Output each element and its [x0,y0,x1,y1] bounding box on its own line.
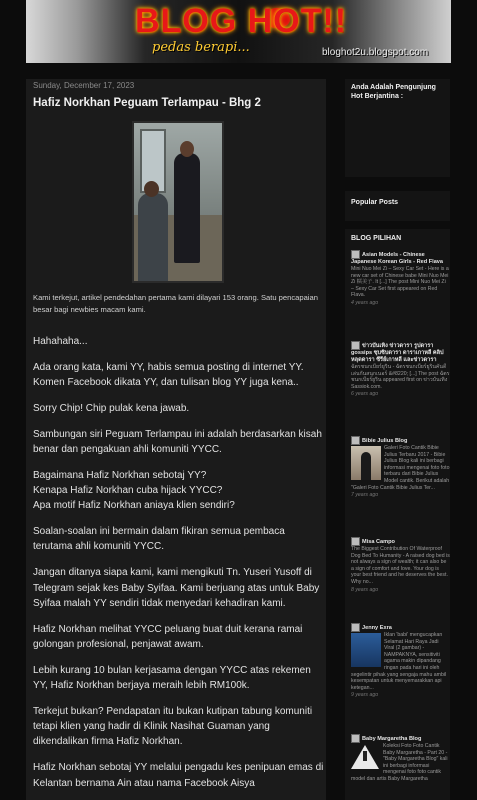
post-paragraph: Ada orang kata, kami YY, habis semua posting di internet YY. Komen Facebook dikata YY, dan tulisan blog YY juga kena.. [33,361,304,389]
blog-favicon-icon [351,623,360,632]
post-paragraph: Lebih kurang 10 bulan kerjasama dengan YYCC atas rekemen YY, Hafiz Norkhan berjaya meraih lebih RM100k. [33,664,311,692]
blogroll-snippet: The Biggest Contribution Of Waterproof Dog Bed To Humanity - A raised dog bed is not always a sign of wealth; it can also be a sign of comfort and love. Your dog is your best friend and he deserves the best. Why no... [351,546,450,585]
blogroll-item[interactable] [351,623,450,699]
post-paragraph: Hafiz Norkhan sebotaj YY melalui pengadu kes penipuan emas di Kelantan bernama Ain atau nama Facebook Aisya [33,762,324,789]
post-paragraph: Hahahaha... [33,336,88,347]
blog-favicon-icon [351,537,360,546]
blogroll-item[interactable] [351,734,450,783]
blogroll-snippet: Mini Nuo Mei Zi – Sexy Car Set - Here is a new car set of Chinese babe Mini Nuo Mei Zi 糯美子. It [...] The post Mini Nuo Mei Zi – Sexy Car Set first appeared on Red Flava. [351,266,449,299]
post-photo-caption: Kami terkejut, artikel pendedahan pertama kami dilayari 153 orang. Satu pencapaian besar bagi newbies macam kami. [33,293,318,314]
blogroll-source[interactable]: Bibie Julius Blog [362,437,408,444]
post-title[interactable]: Hafiz Norkhan Peguam Terlampau - Bhg 2 [33,97,261,109]
blogroll-snippet: Koleksi Foto Foto Cantik Baby Margaretha - Part 20 - "Baby Margaretha Blog" kali ini berbagi informasi mengenai foto foto cantik model dan artis Baby Margaretha [351,743,448,782]
blog-title[interactable]: BLOG HOT!! [134,2,348,40]
blogroll-snippet: Galeri Foto Cantik Bibie Julius Terbaru 2017 - Bibie Julius Blog kali ini berbagi informasi mengenai foto foto terbaru dari Bibie Julius Model cantik. Berikut adalah "Galeri Foto Cantik Bibie Julius Ter... [351,445,450,491]
blog-pilihan-widget [345,229,450,800]
blogroll-age: 8 years ago [351,586,379,593]
blogroll-thumbnail[interactable] [351,633,381,667]
blog-header[interactable] [26,0,451,63]
post-date: Sunday, December 17, 2023 [33,81,135,90]
blogroll-item[interactable] [351,341,450,398]
post-paragraph: Sorry Chip! Chip pulak kena jawab. [33,402,190,414]
sidebar [345,79,450,800]
blogroll-source[interactable]: Misa Campo [362,538,395,545]
visitors-widget [345,79,450,177]
post-paragraph: Hafiz Norkhan melihat YYCC peluang buat duit kerana ramai golongan profesional, penjawat awam. [33,623,303,650]
blogroll-item[interactable] [351,436,450,499]
main-post-column [26,79,326,800]
blog-tagline: pedas berapi... [152,40,250,55]
visitors-heading: Anda Adalah Pengunjung Hot Berjantina : [351,84,436,100]
post-paragraph: Sambungan siri Peguam Terlampau ini adalah berdasarkan kisah benar dan pengakuan ahli komuniti YYCC. [33,428,322,455]
blogroll-snippet: Iklan 'babi' mengucapkan Selamat Hari Raya Jadi Viral (2 gambar) - NAMPAKNYA, sensitiviti agama makin dipandang ringan pada hari ini oleh segelintir pihak yang sengaja mahu ambil kesempatan untuk menyemarakkan api ketegan... [351,632,447,691]
blogroll-age: 6 years ago [351,391,379,398]
blogroll-source[interactable]: ข่าวบันเทิง ข่าวดารา รูปดารา gossips ซุบซิบดารา ดาราเกาหลี คลิปหลุดดารา ซีรีย์เกาหลี และข่าวดารา [351,342,444,363]
post-body [33,334,325,800]
blogroll-source[interactable]: Jenny Exra [362,624,392,631]
blog-favicon-icon [351,734,360,743]
blog-pilihan-heading: BLOG PILIHAN [351,235,402,242]
blog-favicon-icon [351,250,360,259]
blog-url: bloghot2u.blogspot.com [322,47,429,58]
blogroll-snippet: ฉัตรชนกเบียร์ยูริน - ฉัตรชนกเบียร์ยูรินคันดีเล่นกันสนุกเนอร์ &#8220; [...] The post ฉัตรชนกเบียร์ยูริน appeared first on ข่าวบันเทิง Sassiok.com. [351,364,450,390]
blogroll-age: 9 years ago [351,692,379,699]
post-paragraph: Jangan ditanya siapa kami, kami mengikuti Tn. Yuseri Yusoff di Telegram sejak kes Baby Syifaa. Kami berjuang atas untuk Baby Syifaa malah YY sendiri tidak menyedari kehadiran kami. [33,567,320,609]
blog-favicon-icon [351,341,360,350]
post-paragraph: Soalan-soalan ini bermain dalam fikiran semua pembaca terutama ahli komuniti YYCC. [33,526,285,553]
warning-icon [351,745,379,769]
blogroll-source[interactable]: Asian Models - Chinese Japanese Korean Girls - Red Flava [351,251,444,265]
popular-posts-heading: Popular Posts [351,199,399,206]
popular-posts-widget [345,191,450,221]
post-photo[interactable] [132,121,224,283]
post-paragraph: Terkejut bukan? Pendapatan itu bukan kutipan tabung komuniti tetapi klien yang hadir di Klinik Nasihat Guaman yang dikendalikan firma Hafiz Norkhan. [33,705,313,748]
post-paragraph: Bagaimana Hafiz Norkhan sebotaj YY? Kenapa Hafiz Norkhan cuba hijack YYCC? Apa motif Hafiz Norkhan aniaya klien sendiri? [33,469,235,512]
blogroll-age: 4 years ago [351,299,379,306]
blogroll-item[interactable] [351,537,450,593]
blogroll-thumbnail[interactable] [351,446,381,480]
blogroll-source[interactable]: Baby Margaretha Blog [362,735,422,742]
blogroll-age: 7 years ago [351,492,379,499]
blog-favicon-icon [351,436,360,445]
blogroll-item[interactable] [351,250,450,307]
